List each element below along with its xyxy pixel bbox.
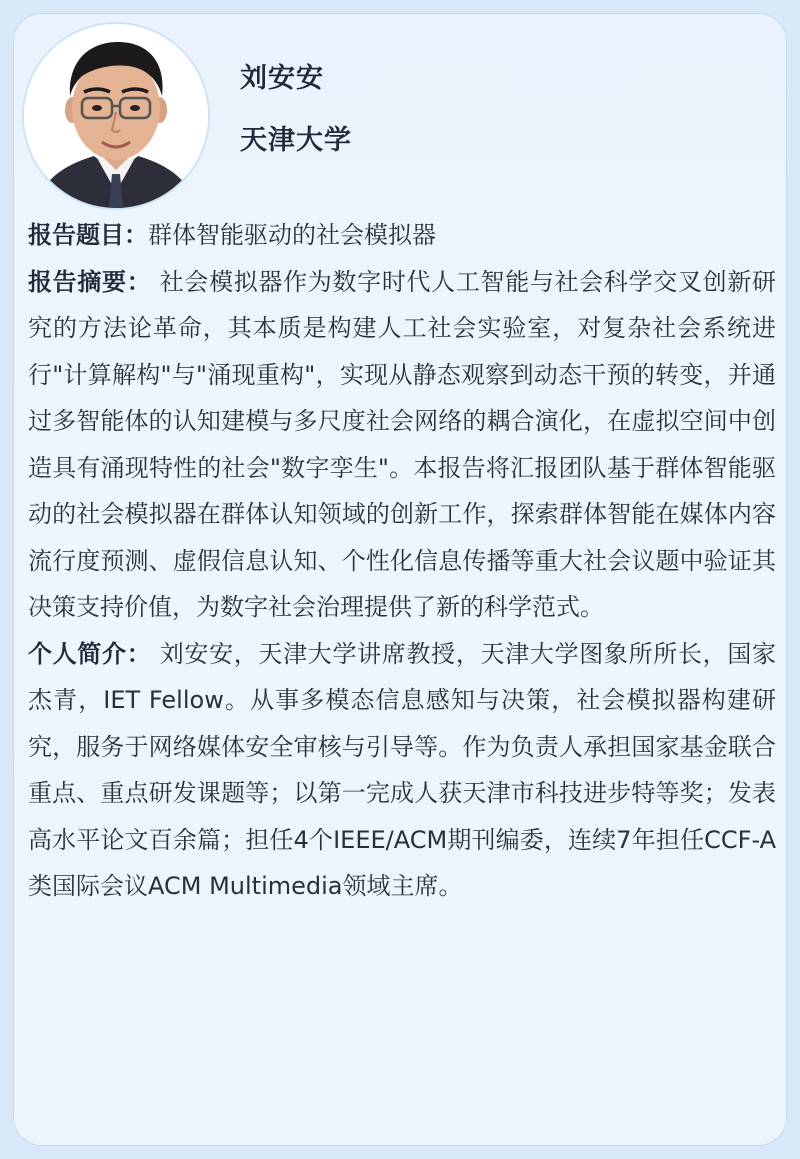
speaker-bio-paragraph bbox=[28, 631, 776, 910]
talk-title-paragraph bbox=[28, 212, 776, 259]
speaker-organization: 天津大学 bbox=[240, 125, 352, 156]
talk-abstract-paragraph bbox=[28, 259, 776, 631]
talk-details bbox=[28, 212, 776, 910]
speaker-bio-label: 个人简介： bbox=[28, 639, 152, 668]
talk-title: 群体智能驱动的社会模拟器 bbox=[148, 221, 436, 249]
speaker-name: 刘安安 bbox=[240, 63, 324, 94]
talk-abstract: 社会模拟器作为数字时代人工智能与社会科学交叉创新研究的方法论革命，其本质是构建人工社会实验室，对复杂社会系统进行"计算解构"与"涌现重构"，实现从静态观察到动态干预的转变，并通过多智能体的认知建模与多尺度社会网络的耦合演化，在虚拟空间中创造具有涌现特性的社会"数字孪生"。本报告将汇报团队基于群体智能驱动的社会模拟器在群体认知领域的创新工作，探索群体智能在媒体内容流行度预测、虚假信息认知、个性化信息传播等重大社会议题中验证其决策支持价值，为数字社会治理提供了新的科学范式。 bbox=[28, 267, 777, 621]
talk-title-label: 报告题目： bbox=[28, 221, 148, 249]
talk-abstract-label: 报告摘要： bbox=[28, 267, 152, 296]
portrait-image bbox=[24, 24, 208, 208]
speaker-photo bbox=[22, 22, 210, 210]
speaker-bio: 刘安安，天津大学讲席教授，天津大学图象所所长，国家杰青，IET Fellow。从事多模态信息感知与决策，社会模拟器构建研究，服务于网络媒体安全审核与引导等。作为负责人承担国家基金联合重点、重点研发课题等；以第一完成人获天津市科技进步特等奖；发表高水平论文百余篇；担任4个IEEE/ACM期刊编委，连续7年担任CCF-A类国际会议ACM Multimedia领域主席。 bbox=[28, 639, 777, 900]
